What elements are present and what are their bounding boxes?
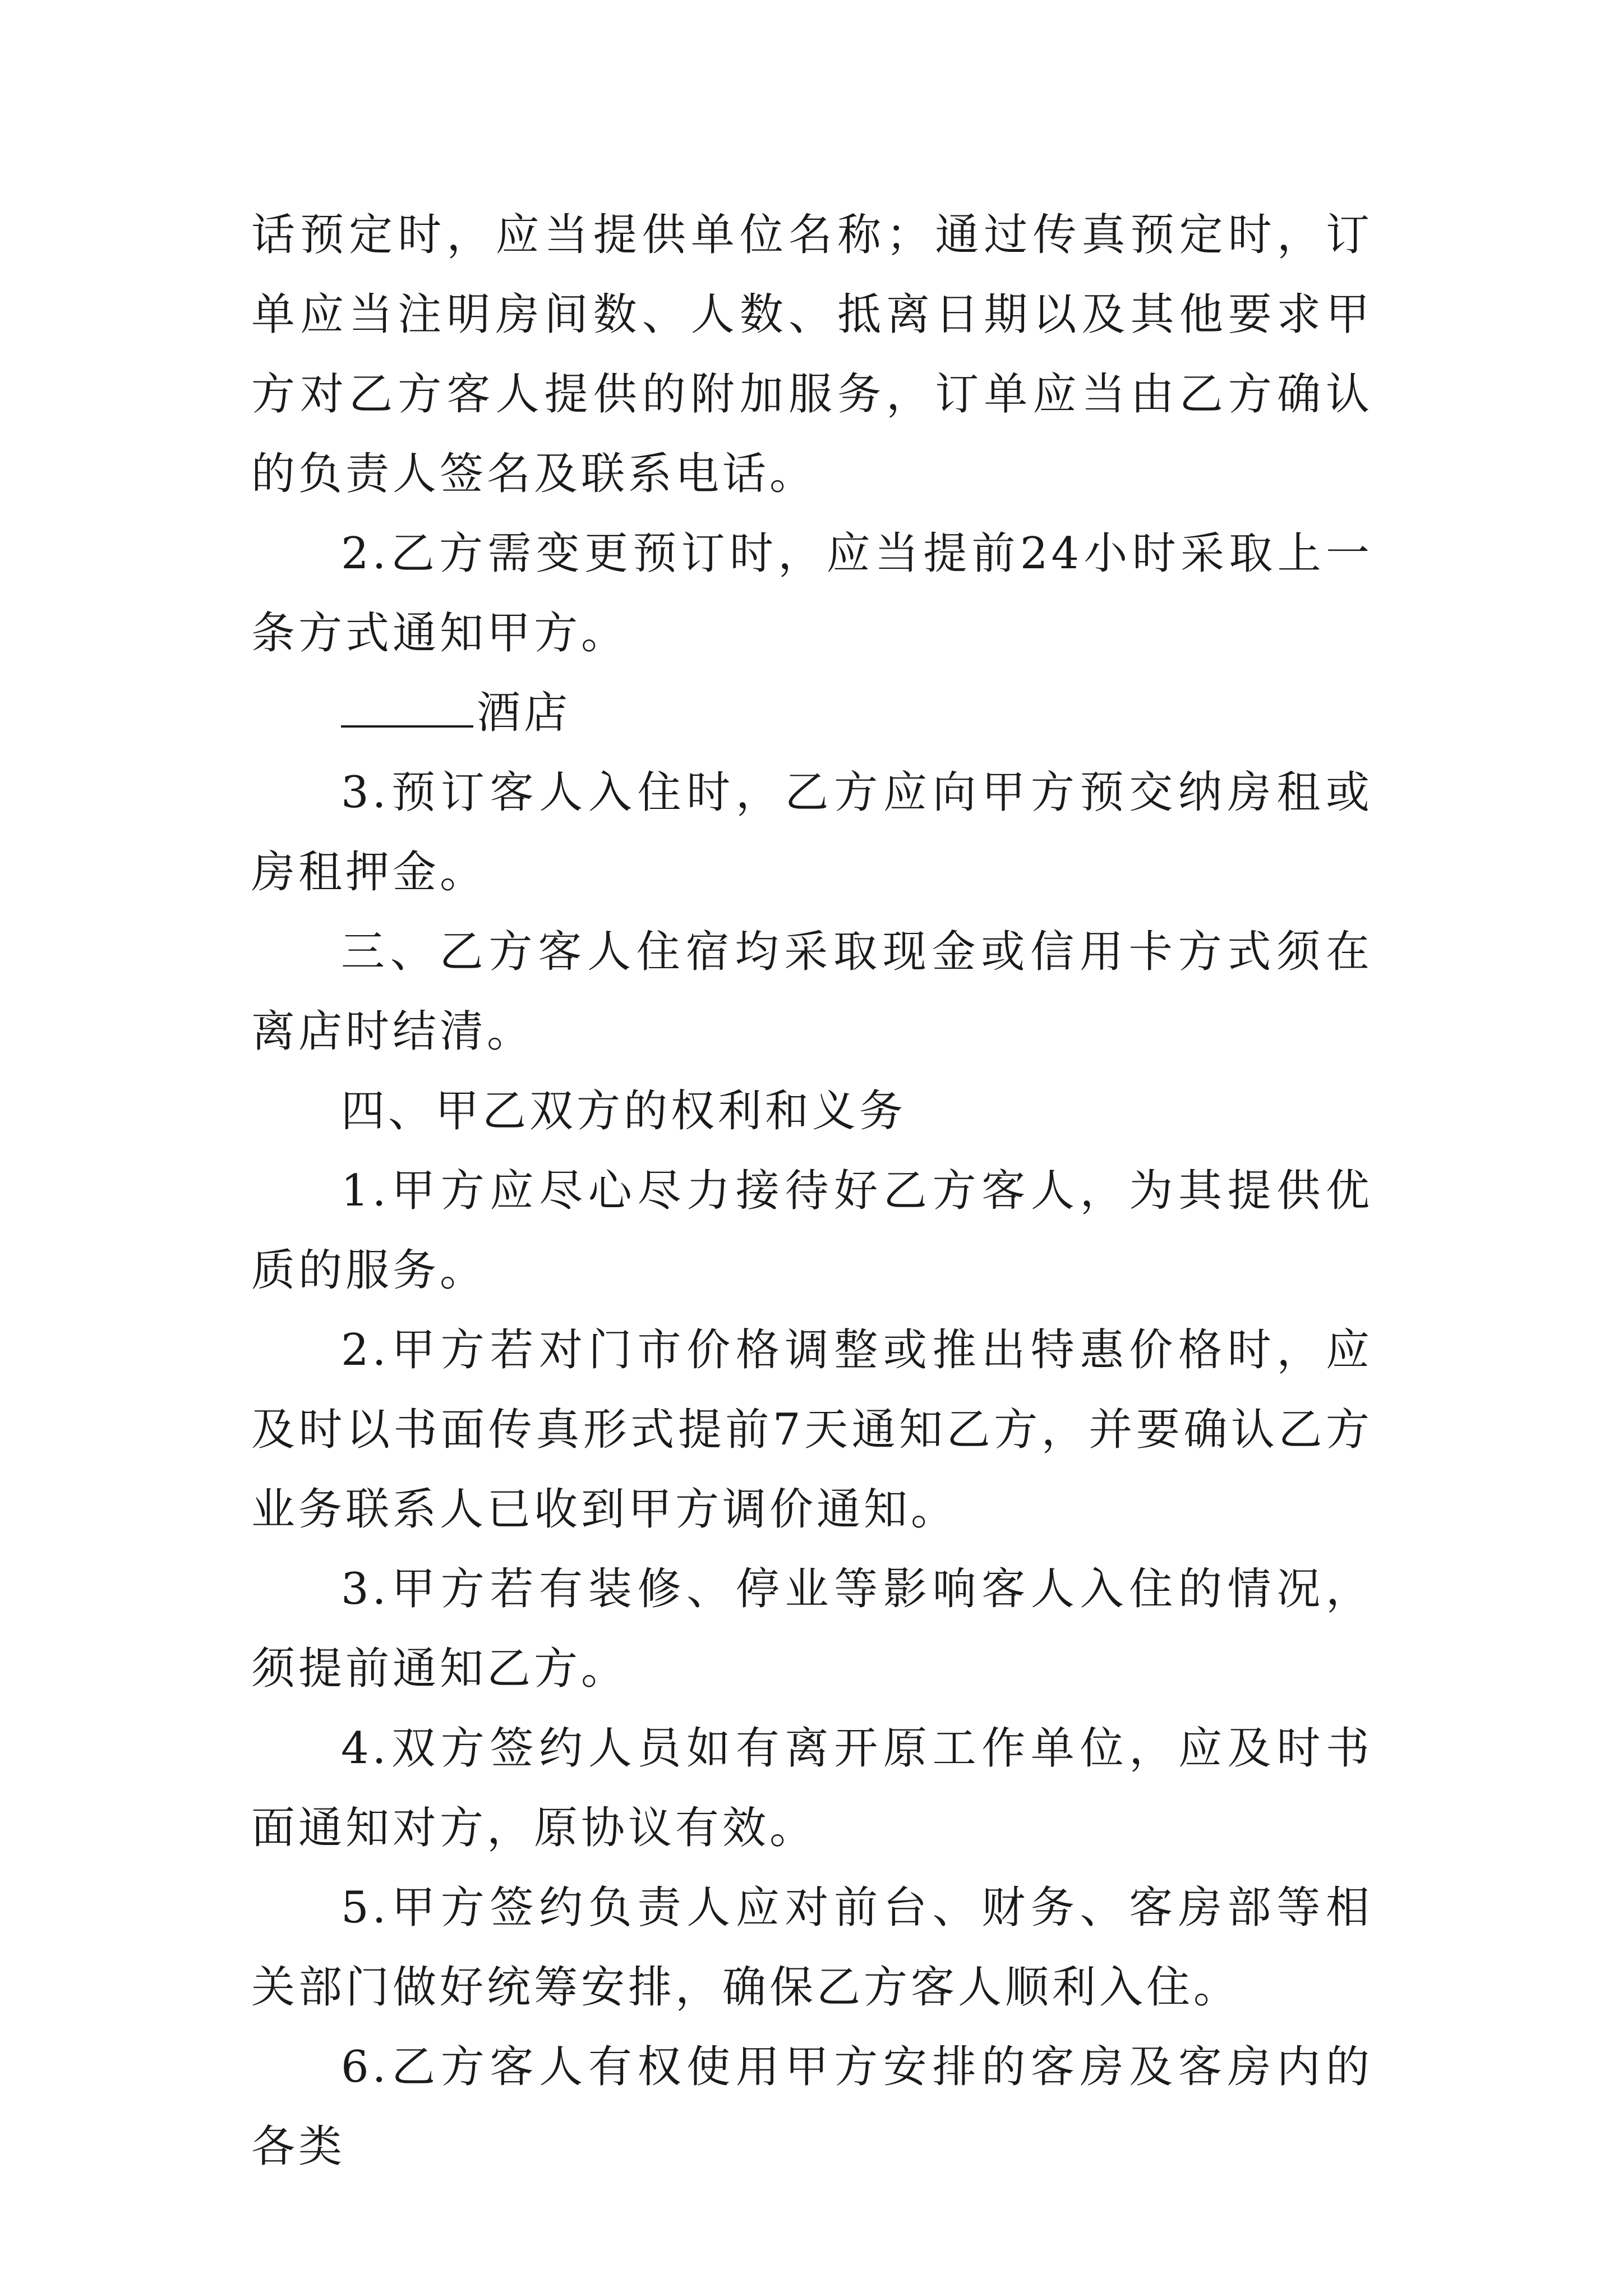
hotel-name-blank: [341, 689, 473, 728]
paragraph-rights-2: 2.甲方若对门市价格调整或推出特惠价格时，应及时以书面传真形式提前7天通知乙方，并要确认乙方业务联系人已收到甲方调价通知。: [251, 1325, 1373, 1535]
paragraph-rights-3: 3.甲方若有装修、停业等影响客人入住的情况，须提前通知乙方。: [251, 1564, 1373, 1694]
paragraph-hotel-name: [251, 673, 1373, 753]
paragraph-rights-5: 5.甲方签约负责人应对前台、财务、客房部等相关部门做好统筹安排，确保乙方客人顺利入住。: [251, 1883, 1373, 2013]
paragraph-deposit: 3.预订客人入住时，乙方应向甲方预交纳房租或房租押金。: [251, 767, 1373, 898]
hotel-label: 酒店: [477, 688, 571, 738]
paragraph-change-booking: 2.乙方需变更预订时，应当提前24小时采取上一条方式通知甲方。: [251, 528, 1373, 659]
paragraph-booking-details: 话预定时，应当提供单位名称；通过传真预定时，订单应当注明房间数、人数、抵离日期以及其他要求甲方对乙方客人提供的附加服务，订单应当由乙方确认的负责人签名及联系电话。: [251, 210, 1373, 499]
paragraph-rights-6: 6.乙方客人有权使用甲方安排的客房及客房内的各类: [251, 2042, 1373, 2172]
section-heading-rights: 四、甲乙双方的权利和义务: [341, 1086, 907, 1137]
paragraph-rights-4: 4.双方签约人员如有离开原工作单位，应及时书面通知对方，原协议有效。: [251, 1723, 1373, 1853]
paragraph-rights-1: 1.甲方应尽心尽力接待好乙方客人，为其提供优质的服务。: [251, 1166, 1373, 1296]
document-body: [251, 195, 1373, 2187]
paragraph-payment: 三、乙方客人住宿均采取现金或信用卡方式须在离店时结清。: [251, 927, 1373, 1057]
